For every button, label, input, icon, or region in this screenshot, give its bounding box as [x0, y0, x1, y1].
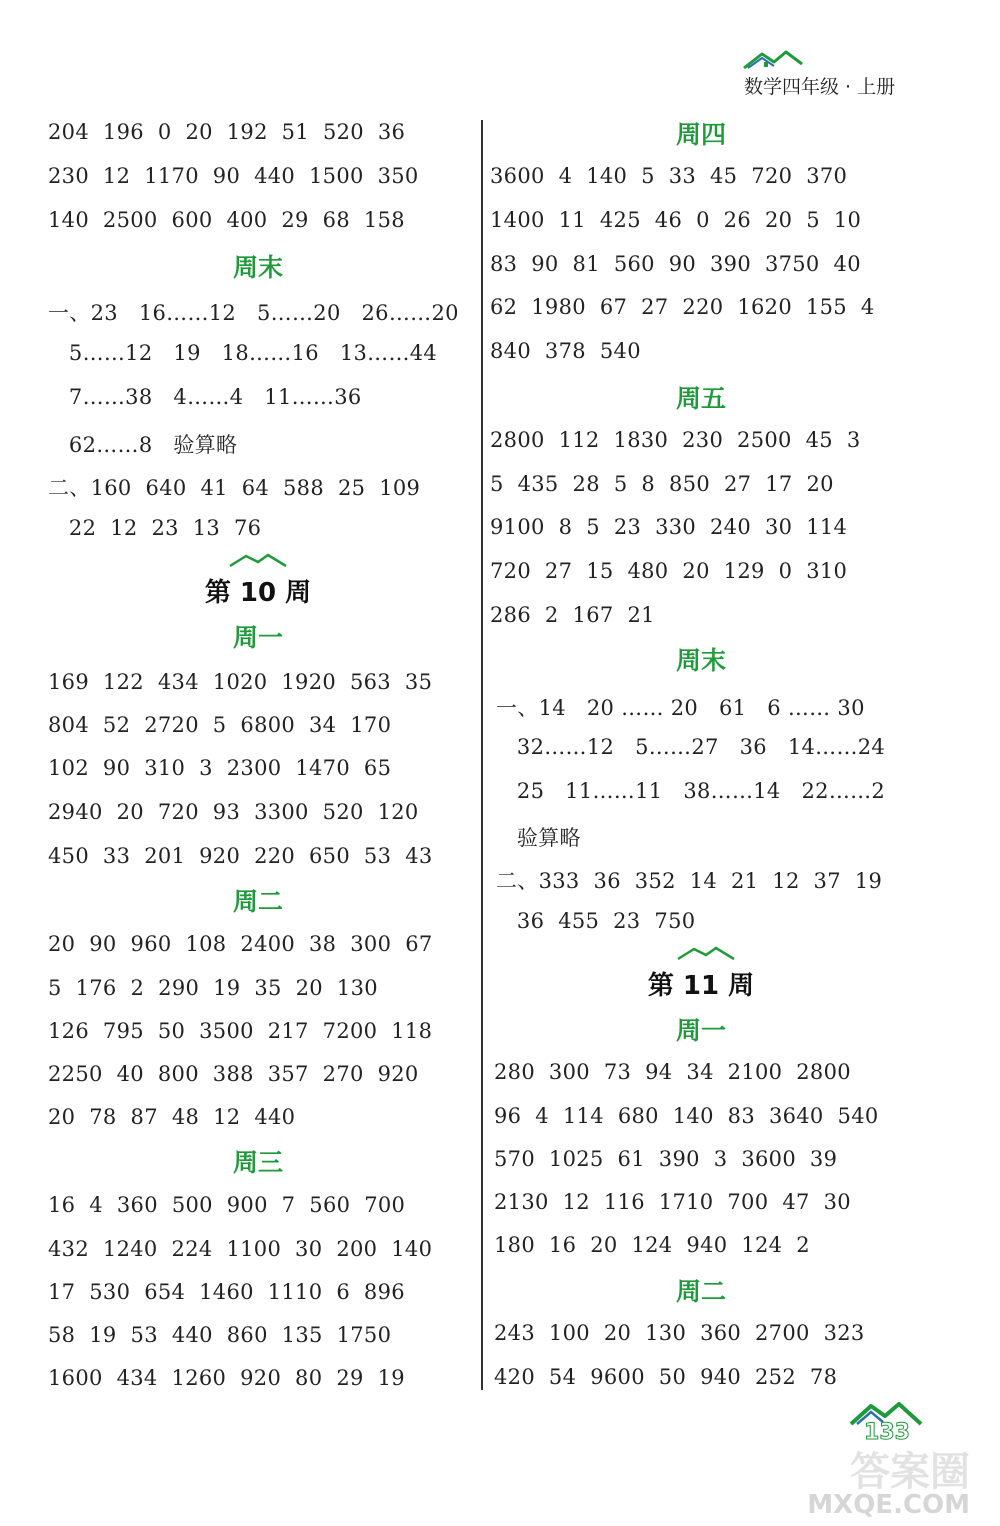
watermark	[780, 1440, 970, 1520]
answer-line: 5 435 28 5 8 850 27 17 20	[490, 472, 834, 496]
answer-line: 22 12 23 13 76	[48, 516, 262, 540]
answer-line: 2250 40 800 388 357 270 920	[48, 1062, 419, 1086]
page-number: 133	[864, 1420, 910, 1445]
answer-line: 180 16 20 124 940 124 2	[494, 1233, 810, 1257]
answer-line: 一、23 16……12 5……20 26……20	[48, 301, 459, 325]
answer-line: 720 27 15 480 20 129 0 310	[490, 559, 848, 583]
answer-line: 32……12 5……27 36 14……24	[496, 735, 886, 759]
answer-line: 126 795 50 3500 217 7200 118	[48, 1019, 433, 1043]
answer-line: 286 2 167 21	[490, 603, 655, 627]
week-title: 第 11 周	[647, 971, 755, 1001]
answer-line: 102 90 310 3 2300 1470 65	[48, 756, 392, 780]
roof-divider-icon	[676, 945, 736, 961]
answer-line: 2800 112 1830 230 2500 45 3	[490, 428, 861, 452]
book-title: 数学四年级 · 上册	[744, 76, 896, 98]
answer-line: 5 176 2 290 19 35 20 130	[48, 976, 378, 1000]
answer-line: 58 19 53 440 860 135 1750	[48, 1323, 392, 1347]
answer-line: 二、333 36 352 14 21 12 37 19	[496, 869, 883, 893]
answer-line: 243 100 20 130 360 2700 323	[494, 1321, 865, 1345]
section-heading-wednesday: 周三	[232, 1148, 283, 1177]
section-heading-monday: 周一	[675, 1016, 726, 1045]
answer-line: 20 78 87 48 12 440	[48, 1105, 296, 1129]
section-heading-weekend: 周末	[232, 253, 283, 282]
answer-line: 20 90 960 108 2400 38 300 67	[48, 932, 433, 956]
answer-line: 62……8 验算略	[48, 433, 238, 457]
answer-line: 2130 12 116 1710 700 47 30	[494, 1190, 851, 1214]
answer-line: 9100 8 5 23 330 240 30 114	[490, 515, 848, 539]
answer-line: 一、14 20 …… 20 61 6 …… 30	[496, 696, 865, 720]
answer-line: 1600 434 1260 920 80 29 19	[48, 1366, 405, 1390]
answer-line: 204 196 0 20 192 51 520 36	[48, 120, 406, 144]
watermark-url: MXQE.COM	[807, 1490, 970, 1520]
answer-line: 432 1240 224 1100 30 200 140	[48, 1237, 433, 1261]
answer-line: 16 4 360 500 900 7 560 700	[48, 1193, 406, 1217]
answer-line: 840 378 540	[490, 339, 641, 363]
answer-line: 804 52 2720 5 6800 34 170	[48, 713, 392, 737]
answer-line: 1400 11 425 46 0 26 20 5 10	[490, 208, 862, 232]
section-heading-monday: 周一	[232, 623, 283, 652]
week-title: 第 10 周	[204, 578, 312, 608]
answer-line: 62 1980 67 27 220 1620 155 4	[490, 295, 875, 319]
answer-line: 280 300 73 94 34 2100 2800	[494, 1060, 851, 1084]
answer-line: 230 12 1170 90 440 1500 350	[48, 164, 419, 188]
answer-line: 36 455 23 750	[496, 909, 696, 933]
answer-line: 验算略	[496, 826, 581, 850]
answer-line: 17 530 654 1460 1110 6 896	[48, 1280, 405, 1304]
answer-line: 3600 4 140 5 33 45 720 370	[490, 164, 848, 188]
answer-line: 140 2500 600 400 29 68 158	[48, 208, 405, 232]
section-heading-friday: 周五	[675, 384, 726, 413]
answer-line: 7……38 4……4 11……36	[48, 385, 362, 409]
house-roof-icon	[740, 48, 830, 72]
answer-line: 570 1025 61 390 3 3600 39	[494, 1147, 838, 1171]
section-heading-tuesday: 周二	[232, 887, 283, 916]
section-heading-tuesday: 周二	[675, 1277, 726, 1306]
section-heading-weekend: 周末	[675, 646, 726, 675]
roof-divider-icon	[228, 552, 288, 568]
answer-line: 二、160 640 41 64 588 25 109	[48, 476, 421, 500]
answer-line: 450 33 201 920 220 650 53 43	[48, 844, 433, 868]
answer-line: 2940 20 720 93 3300 520 120	[48, 800, 419, 824]
answer-line: 25 11……11 38……14 22……2	[496, 779, 886, 803]
answer-line: 420 54 9600 50 940 252 78	[494, 1365, 838, 1389]
answer-line: 83 90 81 560 90 390 3750 40	[490, 252, 861, 276]
answer-line: 96 4 114 680 140 83 3640 540	[494, 1104, 879, 1128]
answer-line: 5……12 19 18……16 13……44	[48, 341, 438, 365]
watermark-logo: 答案圈	[850, 1449, 970, 1495]
column-divider	[481, 120, 483, 1390]
section-heading-thursday: 周四	[675, 120, 726, 149]
page-header	[740, 48, 940, 100]
answer-line: 169 122 434 1020 1920 563 35	[48, 670, 433, 694]
